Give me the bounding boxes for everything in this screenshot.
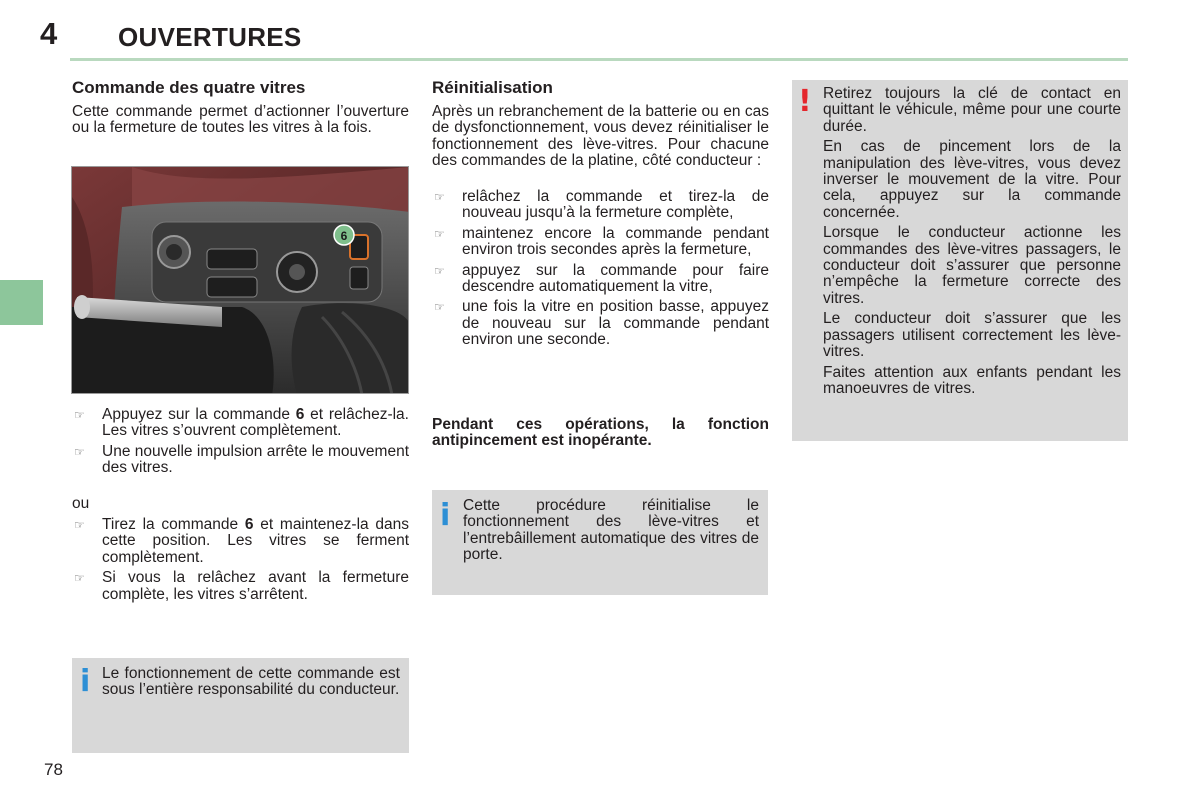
section-heading-four-windows: Commande des quatre vitres	[72, 78, 306, 97]
list-item: ☞ Si vous la relâchez avant la fermeture complète, les vitres s’arrêtent.	[74, 569, 409, 603]
list-item: ☞ appuyez sur la commande pour faire descendre automatiquement la vitre,	[434, 261, 769, 296]
section-heading-reinitialisation: Réinitialisation	[432, 78, 553, 97]
list-item: ☞ Appuyez sur la commande 6 et relâchez-la. Les vitres s’ouvrent complètement.	[74, 406, 409, 440]
warning-paragraph: Faites attention aux enfants pendant les manoeuvres de vitres.	[823, 363, 1121, 397]
bullet-list-reinit-steps	[432, 189, 769, 353]
window-switch-photo	[71, 166, 409, 394]
info-box-responsibility	[72, 658, 409, 753]
info-box-text: Le fonctionnement de cette commande est sous l’entière responsabilité du conducteur.	[102, 665, 400, 699]
list-item: ☞ maintenez encore la commande pendant environ trois secondes après la fermeture,	[434, 224, 769, 259]
list-item: ☞ Une nouvelle impulsion arrête le mouvement des vitres.	[74, 442, 409, 477]
reinitialisation-intro: Après un rebranchement de la batterie ou en cas de dysfonctionnement, vous devez réinitialiser le fonctionnement des lève-vitres. Pour chacune des commandes de la platine, côté conducteur :	[432, 103, 769, 170]
header-divider	[70, 58, 1128, 61]
pointing-hand-icon: ☞	[74, 444, 85, 459]
info-icon: i	[80, 664, 91, 699]
info-icon: i	[440, 498, 451, 533]
pointing-hand-icon: ☞	[74, 408, 85, 422]
photo-callout-number: 6	[340, 229, 348, 243]
or-separator: ou	[72, 495, 90, 512]
warning-paragraph: Le conducteur doit s’assurer que les passagers utilisent correctement les lève-vitres.	[823, 310, 1121, 361]
info-box-text: Cette procédure réinitialise le fonctionnement des lève-vitres et l’entrebâillement automatique des vitres de porte.	[463, 497, 759, 564]
chapter-number: 4	[40, 16, 58, 51]
list-item: ☞ Tirez la commande 6 et maintenez-la dans cette position. Les vitres se ferment complètement.	[74, 516, 410, 566]
bullet-list-pull	[72, 517, 409, 607]
page-number: 78	[44, 760, 63, 779]
pointing-hand-icon: ☞	[434, 226, 445, 241]
info-box-procedure	[432, 490, 768, 595]
antipinch-note: Pendant ces opérations, la fonction antipincement est inopérante.	[432, 416, 769, 450]
warning-box-text	[823, 86, 1121, 401]
bullet-list-press	[72, 407, 409, 481]
list-item: ☞ relâchez la commande et tirez-la de nouveau jusqu’à la fermeture complète,	[434, 188, 769, 222]
warning-paragraph: Retirez toujours la clé de contact en quittant le véhicule, même pour une courte durée.	[823, 85, 1121, 135]
chapter-title: OUVERTURES	[118, 22, 302, 52]
pointing-hand-icon: ☞	[434, 190, 445, 204]
chapter-side-tab	[0, 280, 43, 325]
list-item: ☞ une fois la vitre en position basse, appuyez de nouveau sur la commande pendant environ une seconde.	[434, 298, 769, 349]
pointing-hand-icon: ☞	[434, 263, 445, 278]
pointing-hand-icon: ☞	[74, 571, 85, 586]
warning-icon: !	[798, 84, 812, 119]
four-windows-intro: Cette commande permet d’actionner l’ouverture ou la fermeture de toutes les vitres à la fois.	[72, 103, 409, 137]
pointing-hand-icon: ☞	[434, 300, 445, 315]
warning-paragraph: En cas de pincement lors de la manipulation des lève-vitres, vous devez inverser le mouvement de la vitre. Pour cela, appuyez sur la commande concernée.	[823, 138, 1121, 221]
warning-box-safety	[792, 80, 1128, 441]
warning-paragraph: Lorsque le conducteur actionne les commandes des lève-vitres passagers, le conducteur doit s’assurer que personne n’empêche la fermeture correcte des vitres.	[823, 224, 1121, 307]
pointing-hand-icon: ☞	[74, 518, 85, 532]
